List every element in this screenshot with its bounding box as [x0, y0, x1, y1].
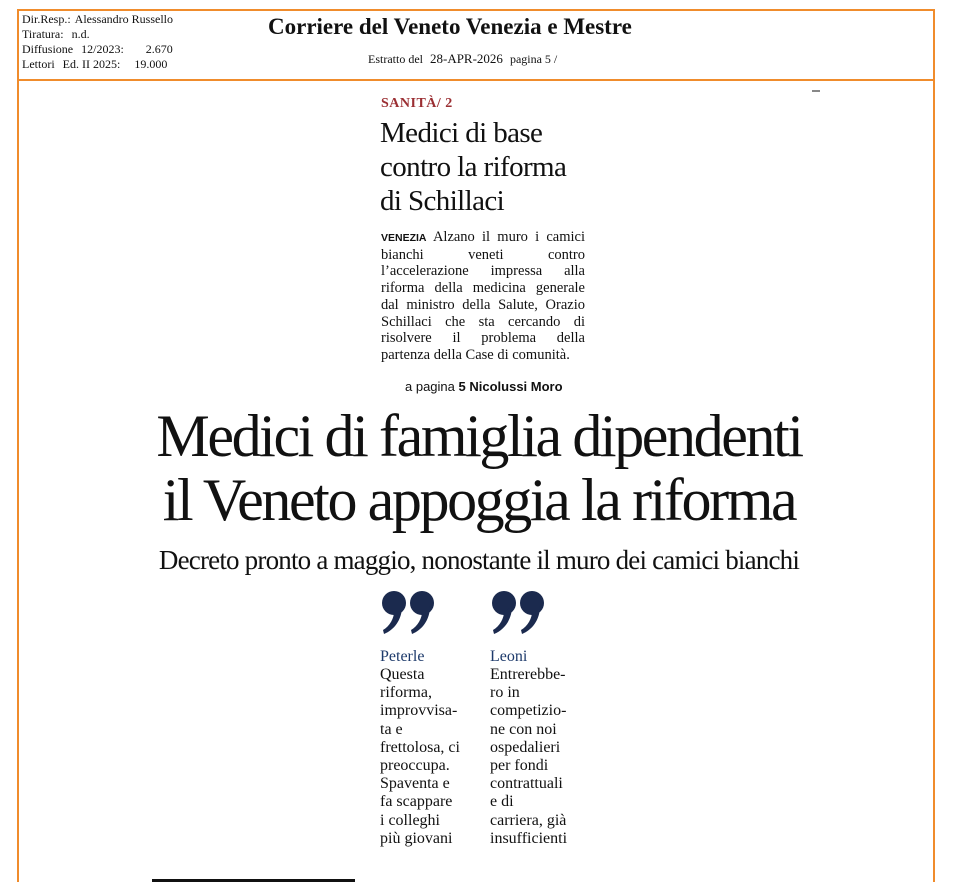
section-kicker: SANITÀ/ 2: [381, 96, 453, 111]
quote-line: preoccupa.: [380, 757, 450, 775]
meta-distribution: Diffusione 12/2023: 2.670: [22, 42, 173, 56]
quote-line: Spaventa e: [380, 775, 450, 793]
print-mark: [812, 90, 820, 92]
subheadline: Decreto pronto a maggio, nonostante il muro dei camici bianchi: [158, 545, 800, 575]
quote-line: per fondi: [490, 757, 549, 775]
quote-line: riforma,: [380, 684, 432, 702]
page-reference: [405, 379, 563, 394]
main-headline: [0, 404, 958, 532]
headline-line: Medici di famiglia dipendenti: [156, 403, 802, 469]
ref-author: Nicolussi Moro: [469, 379, 563, 394]
side-article-text: Alzano il muro i camici bianchi veneti contro l’accelerazione impressa alla riforma della medicina generale dal ministro della Salute, Orazio Schillaci che sta cercando di risolvere il problema della partenza della Case di comunità.: [381, 229, 585, 363]
quote-line: frettolosa, ci: [380, 738, 460, 756]
quote-line: più giovani: [380, 829, 453, 847]
quote-line: Questa: [380, 666, 425, 683]
ref-page: 5: [458, 379, 466, 394]
quote-mark-icon: [490, 590, 550, 638]
quote-line: improvvisa-: [380, 702, 458, 720]
publication-meta: [22, 12, 173, 72]
quote-line: Entrerebbe-: [490, 666, 566, 683]
quote-author: Leoni: [490, 648, 528, 665]
extract-page: pagina 5 /: [509, 52, 558, 66]
extract-info: [368, 51, 561, 67]
side-article-body: [381, 229, 585, 364]
side-title-line: di Schillaci: [380, 185, 505, 217]
extract-label: Estratto del: [368, 52, 423, 66]
side-title-line: contro la riforma: [380, 151, 567, 183]
meta-circulation: Tiratura: n.d.: [22, 27, 90, 41]
quote-line: insufficienti: [490, 829, 568, 847]
quote-line: fa scappare: [380, 793, 453, 811]
publication-title: Corriere del Veneto Venezia e Mestre: [268, 14, 632, 39]
headline-line: il Veneto appoggia la riforma: [162, 467, 796, 533]
meta-director: Dir.Resp.: Alessandro Russello: [22, 12, 173, 26]
quote-line: e di: [490, 793, 514, 811]
quote-leoni: [490, 590, 590, 848]
quote-author: Peterle: [380, 648, 425, 665]
quote-line: ospedalieri: [490, 738, 561, 756]
quote-line: i colleghi: [380, 811, 440, 829]
quote-line: ta e: [380, 720, 403, 738]
quote-mark-icon: [380, 590, 440, 638]
quote-line: competizio-: [490, 702, 567, 720]
quote-peterle: [380, 590, 484, 848]
side-article-title: [380, 116, 600, 218]
quote-line: ro in: [490, 684, 520, 702]
extract-date: 28-APR-2026: [429, 51, 503, 66]
quote-line: carriera, già: [490, 811, 567, 829]
side-title-line: Medici di base: [380, 117, 543, 149]
quote-line: ne con noi: [490, 720, 557, 738]
dateline: VENEZIA: [381, 232, 427, 244]
meta-readers: Lettori Ed. II 2025: 19.000: [22, 57, 168, 71]
quote-line: contrattuali: [490, 775, 563, 793]
ref-prefix: a pagina: [405, 379, 455, 394]
